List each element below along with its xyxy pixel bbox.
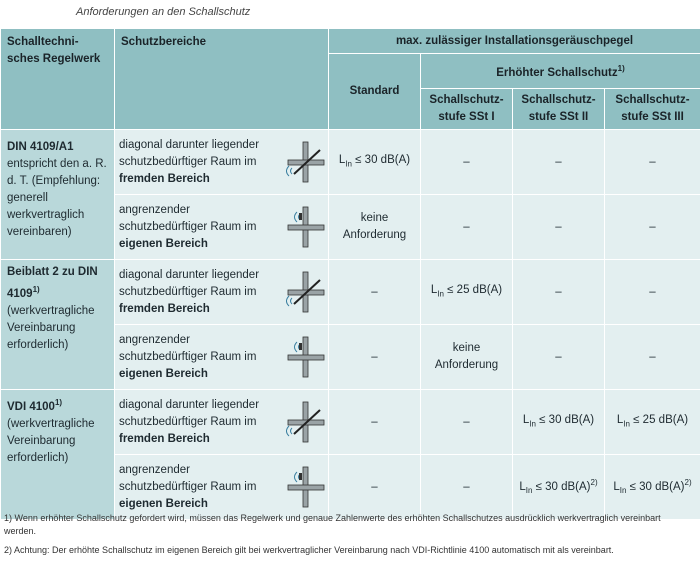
table-caption: Anforderungen an den Schallschutz [76,6,251,18]
level-value: – [605,325,700,390]
header-schutzbereiche: Schutzbereiche [115,29,329,130]
footnote-2: 2) Achtung: Der erhöhte Schallschutz im eigenen Bereich gilt bei werkvertraglicher Vereinbarung nach VDI-Richtlinie 4100 automatisch mit als vereinbart. [4,545,614,555]
schutzbereich-cell [115,390,329,455]
level-value: – [421,130,513,195]
level-value: – [605,195,700,260]
schutzbereich-text: angrenzender schutzbedürftiger Raum im eigenen Bereich [119,463,257,510]
level-value: – [421,195,513,260]
level-value: – [513,325,605,390]
regelwerk-note: (werkvertragliche Vereinbarung erforderlich) [7,417,95,464]
level-value: – [421,390,513,455]
regelwerk-cell [1,260,115,390]
header-standard: Standard [329,54,421,130]
regelwerk-title: DIN 4109/A1 [7,140,74,153]
level-value: – [605,130,700,195]
diagonal-room-icon [286,140,326,184]
header-sst2: Schallschutz-stufe SSt II [513,89,605,130]
diagonal-room-icon [286,270,326,314]
diagonal-room-icon [286,400,326,444]
footnote-1: 1) Wenn erhöhter Schallschutz gefordert wird, müssen das Regelwerk und genaue Zahlenwerte des erhöhten Schallschutzes ausdrücklich werkvertraglich vereinbart werden. [4,513,661,536]
schutzbereich-cell [115,195,329,260]
level-value: $L_{In} \le 30$ dB(A) [329,130,421,195]
sound-protection-table [0,28,700,520]
level-value: – [329,325,421,390]
table-row [1,260,700,325]
level-value: keine Anforderung [329,195,421,260]
level-value: $L_{In} \le 30$ $dB(A)^{2)}$ [513,455,605,520]
schutzbereich-cell [115,130,329,195]
level-value: – [421,455,513,520]
regelwerk-note: entspricht den a. R. d. T. (Empfehlung: generell werkvertraglich vereinbaren) [7,157,107,238]
table-row [1,130,700,195]
schutzbereich-text: angrenzender schutzbedürftiger Raum im eigenen Bereich [119,333,257,380]
header-max-level: max. zulässiger Installationsgeräuschpegel [329,29,700,54]
schutzbereich-cell [115,455,329,520]
table-row [1,390,700,455]
adjacent-room-icon [286,335,326,379]
level-value: $L_{In} \le 25$ dB(A) [421,260,513,325]
header-sst3: Schallschutz-stufe SSt III [605,89,700,130]
adjacent-room-icon [286,205,326,249]
schutzbereich-cell [115,325,329,390]
level-value: – [329,260,421,325]
level-value: – [513,260,605,325]
schutzbereich-text: diagonal darunter liegender schutzbedürftiger Raum im fremden Bereich [119,268,260,315]
header-erhoehter-schallschutz: Erhöhter Schallschutz$^{1)}$ [421,54,700,89]
regelwerk-note: (werkvertragliche Vereinbarung erforderlich) [7,304,95,351]
regelwerk-title: VDI 4100$^{1)}$ [7,398,63,413]
level-value: – [513,195,605,260]
schutzbereich-cell [115,260,329,325]
level-value: – [513,130,605,195]
schutzbereich-text: diagonal darunter liegender schutzbedürftiger Raum im fremden Bereich [119,138,260,185]
adjacent-room-icon [286,465,326,509]
level-value: – [329,390,421,455]
schutzbereich-text: diagonal darunter liegender schutzbedürftiger Raum im fremden Bereich [119,398,260,445]
level-value: keine Anforderung [421,325,513,390]
regelwerk-cell [1,390,115,520]
level-value: $L_{In} \le 25$ dB(A) [605,390,700,455]
regelwerk-title: Beiblatt 2 zu DIN 4109$^{1)}$ [7,266,98,300]
level-value: $L_{In} \le 30$ $dB(A)^{2)}$ [605,455,700,520]
regelwerk-cell [1,130,115,260]
header-regelwerk: Schalltechni-sches Regelwerk [1,29,115,130]
level-value: – [329,455,421,520]
header-sst1: Schallschutz-stufe SSt I [421,89,513,130]
level-value: $L_{In} \le 30$ dB(A) [513,390,605,455]
schutzbereich-text: angrenzender schutzbedürftiger Raum im eigenen Bereich [119,203,257,250]
level-value: – [605,260,700,325]
